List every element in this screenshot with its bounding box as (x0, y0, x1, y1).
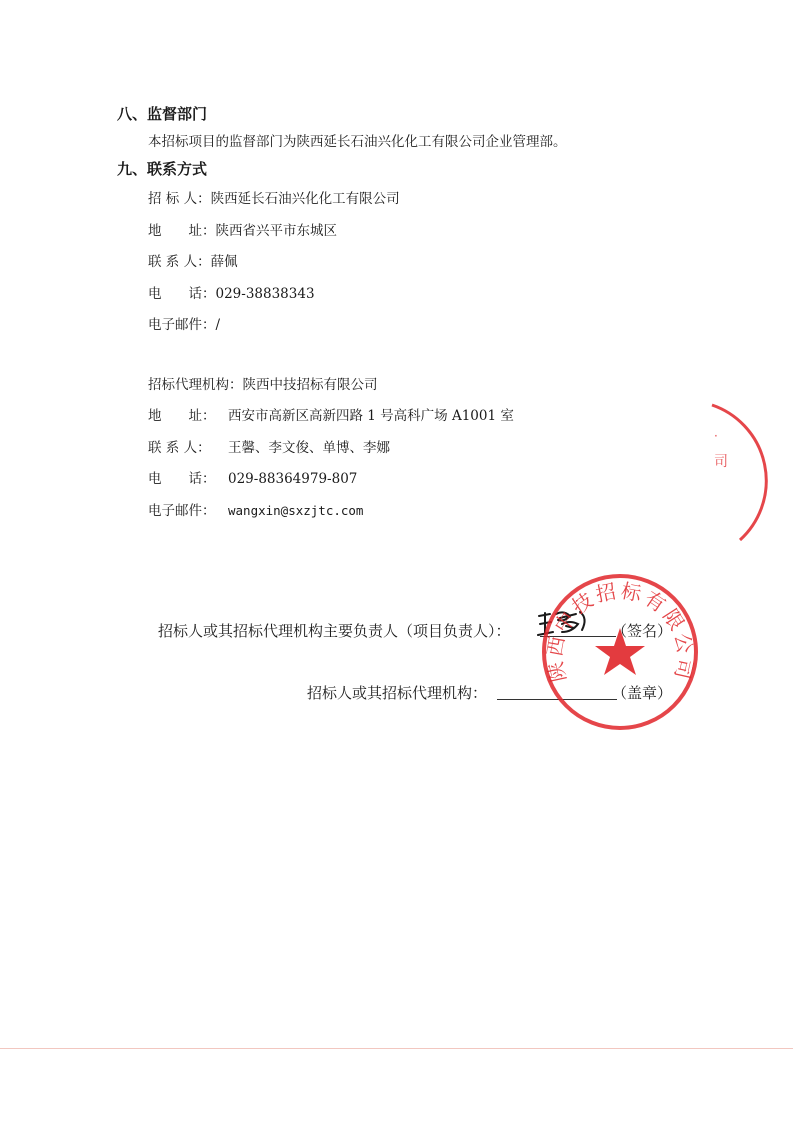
tenderer-email-row (148, 313, 220, 333)
tenderer-address-value: 陕西省兴平市东城区 (215, 223, 337, 239)
section-9-title: 九、联系方式 (117, 160, 208, 178)
agency-email-label: 电子邮件： (148, 503, 216, 519)
svg-text:·: · (714, 429, 718, 443)
agency-phone-label: 电 话： (148, 471, 216, 487)
page-bottom-rule (0, 1048, 793, 1049)
agency-address-label: 地 址： (148, 408, 216, 424)
signature-suffix: （签名） (612, 622, 673, 640)
agency-email-row (148, 499, 363, 519)
svg-text:陕西中技招标有限公司: 陕西中技招标有限公司 (542, 578, 698, 685)
agency-name-value: 陕西中技招标有限公司 (242, 377, 378, 393)
section-8-body: 本招标项目的监督部门为陕西延长石油兴化化工有限公司企业管理部。 (148, 134, 567, 150)
tenderer-phone-value: 029-38838343 (215, 286, 315, 302)
tenderer-contact-value: 薛佩 (210, 254, 238, 270)
svg-text:司: 司 (714, 454, 728, 470)
agency-contact-value: 王馨、李文俊、单博、李娜 (228, 440, 390, 456)
company-seal-icon (540, 572, 700, 732)
agency-email-value: wangxin@sxzjtc.com (228, 503, 364, 518)
tenderer-email-label: 电子邮件： (148, 317, 216, 333)
agency-name-row (148, 373, 378, 393)
tenderer-name-value: 陕西延长石油兴化化工有限公司 (210, 191, 400, 207)
tenderer-email-value: / (215, 317, 221, 333)
tenderer-name-row (148, 187, 400, 207)
agency-contact-row (148, 436, 390, 456)
agency-address-row (148, 404, 514, 424)
agency-address-value: 西安市高新区高新四路 1 号高科广场 A1001 室 (228, 408, 514, 424)
tenderer-address-row (148, 219, 337, 239)
tenderer-name-label: 招 标 人： (148, 191, 211, 207)
agency-phone-row (148, 467, 357, 487)
signature-person-label: 招标人或其招标代理机构主要负责人（项目负责人）： (158, 622, 511, 640)
tenderer-address-label: 地 址： (148, 223, 216, 239)
agency-phone-value: 029-88364979-807 (228, 471, 358, 487)
tenderer-contact-label: 联 系 人： (148, 254, 211, 270)
tenderer-contact-row (148, 250, 238, 270)
tenderer-phone-label: 电 话： (148, 286, 216, 302)
seal-suffix: （盖章） (612, 684, 673, 702)
signature-org-label: 招标人或其招标代理机构： (307, 684, 488, 702)
agency-name-label: 招标代理机构： (148, 377, 243, 393)
partial-stamp-icon (700, 400, 793, 550)
agency-contact-label: 联 系 人： (148, 440, 211, 456)
tenderer-phone-row (148, 282, 315, 302)
section-8-title: 八、监督部门 (117, 105, 208, 123)
